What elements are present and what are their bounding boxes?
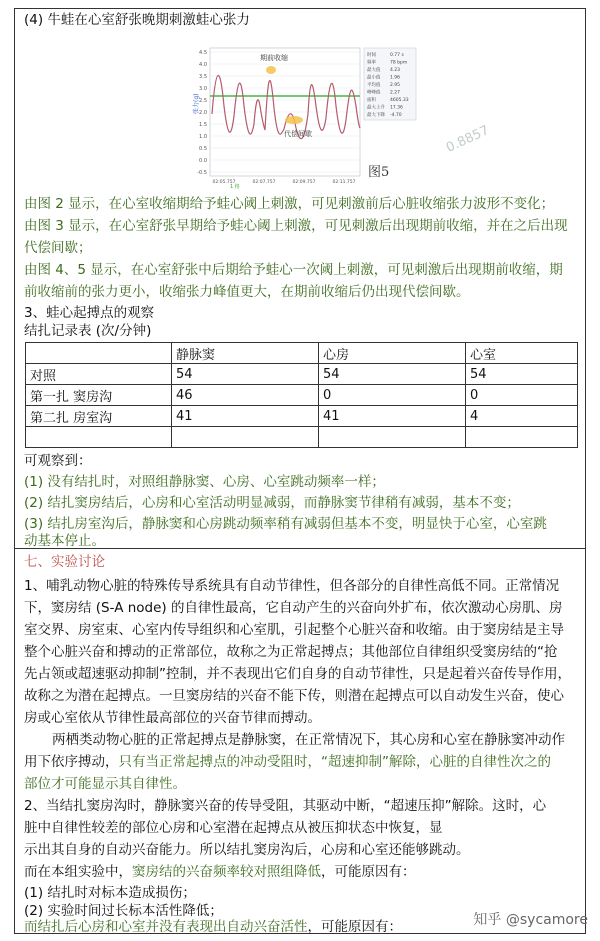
discussion-p1-line: 房或心室依从节律性最高部位的兴奋节律而搏动。 bbox=[24, 710, 321, 726]
stats-value: 2.95 bbox=[390, 83, 401, 88]
discussion-p2-line: 部位才可能显示其自律性。 bbox=[24, 776, 186, 792]
table-cell: 54 bbox=[466, 364, 578, 385]
stats-value: -4.70 bbox=[390, 113, 402, 118]
discussion-p1-line: 下，窦房结 (S-A node) 的自律性最高，它自动产生的兴奋向外扩布，依次激动心房肌、房 bbox=[24, 600, 563, 616]
table-row bbox=[26, 406, 578, 427]
y-tick-label: 3.5 bbox=[199, 74, 207, 80]
table-cell bbox=[26, 427, 172, 448]
stats-value: 1.96 bbox=[390, 75, 401, 81]
discussion-p7-highlight: 而结扎后心房和心室并没有表现出自动兴奋活性 bbox=[24, 919, 308, 935]
stats-value: 17.36 bbox=[390, 105, 403, 111]
table-cell: 第二扎 房室沟 bbox=[26, 406, 172, 427]
figure-watermark: 0.8857 bbox=[443, 123, 492, 156]
observation-intro: 可观察到： bbox=[24, 453, 92, 469]
table-cell: 4 bbox=[466, 406, 578, 427]
table-title: 结扎记录表 (次/分钟) bbox=[24, 323, 152, 339]
discussion-p4-tail: ，可能原因有： bbox=[321, 864, 416, 880]
stats-value: 0.77 s bbox=[390, 53, 404, 58]
table-header-row bbox=[26, 343, 578, 364]
discussion-p2-line: 两栖类动物心脏的正常起搏点是静脉窦，在正常情况下，其心房和心室在静脉窦冲动作 bbox=[52, 732, 565, 748]
table-cell: 41 bbox=[319, 406, 466, 427]
stats-key: 频率 bbox=[367, 60, 376, 66]
x-tick-label: 02:05.757 bbox=[212, 180, 236, 185]
discussion-p1-line: 故称之为潜在起搏点。一旦窦房结的兴奋不能下传，则潜在起搏点可以自动发生兴奋，使心 bbox=[24, 688, 564, 704]
y-tick-label: 1.0 bbox=[199, 134, 207, 140]
stats-key: 峰峰值 bbox=[367, 90, 381, 96]
discussion-p1-line: 1、哺乳动物心脏的特殊传导系统具有自动节律性，但各部分的自律性高低不同。正常情况 bbox=[24, 578, 560, 594]
observation-1: (1) 没有结扎时，对照组静脉窦、心房、心室跳动频率一样； bbox=[24, 474, 385, 490]
discussion-reason-2: (2) 实验时间过长标本活性降低； bbox=[24, 903, 223, 919]
handwritten-figure-label: 图5 bbox=[368, 165, 390, 180]
discussion-p3-line: 2、当结扎窦房沟时，静脉窦兴奋的传导受阻，其驱动中断，“超速压抑”解除。这时，心 bbox=[24, 798, 547, 814]
table-cell bbox=[466, 427, 578, 448]
table-cell: 第一扎 窦房沟 bbox=[26, 385, 172, 406]
x-tick-label: 02:07.757 bbox=[252, 180, 276, 185]
compensatory-pause-highlight bbox=[285, 116, 303, 124]
table-header-cell: 静脉窦 bbox=[172, 343, 319, 364]
stats-value: 78 bpm bbox=[390, 60, 408, 66]
discussion-reason-1: (1) 结扎时对标本造成损伤； bbox=[24, 885, 196, 901]
observation-2: (2) 结扎窦房结后，心房和心室活动明显减弱，而静脉窦节律稍有减弱，基本不变； bbox=[24, 495, 520, 511]
y-tick-label: 2.0 bbox=[199, 110, 207, 116]
premature-contraction-highlight bbox=[266, 66, 276, 74]
discussion-p2-plain: 用下依序搏动， bbox=[24, 754, 119, 770]
stats-key: 最大下降 bbox=[367, 113, 385, 118]
y-tick-label: 0.5 bbox=[199, 146, 207, 152]
discussion-p2-highlight: 只有当正常起搏点的冲动受阻时，“超速抑制”解除，心脏的自律性次之的 bbox=[118, 754, 551, 770]
ligation-record-table bbox=[25, 342, 578, 448]
y-axis-label: 张力(g) bbox=[193, 93, 200, 114]
table-row bbox=[26, 385, 578, 406]
table-cell: 0 bbox=[466, 385, 578, 406]
y-tick-label: 2.5 bbox=[199, 98, 207, 104]
discussion-p1-line: 室交界、房室束、心室内传导组织和心室肌，引起整个心脏兴奋和收缩。由于窦房结是主导 bbox=[24, 622, 564, 638]
discussion-p4-plain: 而在本组实验中， bbox=[24, 864, 132, 880]
discussion-p3-line: 示出其自身的自动兴奋能力。所以结扎窦房沟后，心房和心室还能够跳动。 bbox=[24, 842, 470, 858]
stats-key: 最大值 bbox=[367, 68, 381, 73]
x-tick-label: 02:09.757 bbox=[292, 180, 316, 185]
observation-3b: 动基本停止。 bbox=[24, 533, 105, 549]
discussion-p1-line: 先占领或超速驱动抑制”控制，并不表现出它们自身的自动节律性，只是起着兴奋传导作用， bbox=[24, 666, 571, 682]
stats-key: 平均值 bbox=[367, 83, 381, 88]
table-empty-row bbox=[26, 427, 578, 448]
y-tick-label: 4.0 bbox=[199, 62, 207, 68]
result-line-2b: 代偿间歇； bbox=[24, 240, 92, 256]
result-line-3b: 前收缩前的张力更小，收缩张力峰值更大，在期前收缩后仍出现代偿间歇。 bbox=[24, 284, 470, 300]
scale-label: 1 格 bbox=[230, 184, 240, 190]
table-header-cell: 心房 bbox=[319, 343, 466, 364]
discussion-p2-line bbox=[24, 751, 551, 773]
discussion-p1-line: 整个心脏兴奋和搏动的正常部位，故称之为正常起搏点；其他部位自律组织受窦房结的“抢 bbox=[24, 644, 558, 660]
table-cell: 46 bbox=[172, 385, 319, 406]
discussion-p3-line: 脏中自律性较差的部位心房和心室潜在起搏点从被压抑状态中恢复，显 bbox=[24, 820, 443, 836]
stats-key: 最小值 bbox=[367, 75, 381, 81]
table-cell: 对照 bbox=[26, 364, 172, 385]
y-tick-label: 1.5 bbox=[199, 122, 207, 128]
x-tick-label: 02:11.757 bbox=[332, 180, 356, 185]
discussion-title: 七、实验讨论 bbox=[24, 554, 105, 570]
result-line-3a: 由图 4、5 显示，在心室舒张中后期给予蛙心一次阈上刺激，可见刺激后出现期前收缩，期 bbox=[24, 262, 563, 278]
discussion-p4-line bbox=[24, 861, 416, 883]
stats-value: 2.27 bbox=[390, 90, 401, 96]
note-premature: 期前收缩 bbox=[260, 54, 288, 62]
observation-3a: (3) 结扎房室沟后，静脉窦和心房跳动频率稍有减弱但基本不变，明显快于心室，心室跳 bbox=[24, 516, 547, 532]
stats-key: 时间 bbox=[367, 53, 376, 58]
y-tick-label: -0.5 bbox=[197, 170, 207, 176]
y-tick-label: 3.0 bbox=[199, 86, 207, 92]
note-compensatory: 代偿间歇 bbox=[284, 130, 312, 138]
stats-value: 4605.33 bbox=[390, 98, 409, 103]
table-cell: 54 bbox=[172, 364, 319, 385]
table-cell: 0 bbox=[319, 385, 466, 406]
result-line-1: 由图 2 显示，在心室收缩期给予蛙心阈上刺激，可见刺激前后心脏收缩张力波形不变化； bbox=[24, 196, 555, 212]
y-tick-label: 4.5 bbox=[199, 50, 207, 56]
result-line-2a: 由图 3 显示，在心室舒张早期给予蛙心阈上刺激，可见刺激后出现期前收缩，并在之后出现 bbox=[24, 218, 568, 234]
discussion-p7-line bbox=[24, 916, 402, 938]
table-header-cell bbox=[26, 343, 172, 364]
zhihu-watermark: 知乎 @sycamore bbox=[473, 912, 588, 928]
tension-figure bbox=[190, 44, 492, 190]
stats-key: 面积 bbox=[367, 98, 376, 103]
stats-value: 4.23 bbox=[390, 68, 401, 73]
table-header-cell: 心室 bbox=[466, 343, 578, 364]
table-row bbox=[26, 364, 578, 385]
stats-key: 最大上升 bbox=[367, 105, 385, 111]
discussion-p7-tail: ，可能原因有： bbox=[307, 919, 402, 935]
table-cell: 41 bbox=[172, 406, 319, 427]
section-3-title: 3、蛙心起搏点的观察 bbox=[24, 305, 155, 321]
discussion-p4-highlight: 窦房结的兴奋频率较对照组降低 bbox=[132, 864, 321, 880]
table-cell bbox=[319, 427, 466, 448]
table-cell bbox=[172, 427, 319, 448]
heading-4: (4) 牛蛙在心室舒张晚期刺激蛙心张力 bbox=[24, 12, 250, 28]
table-cell: 54 bbox=[319, 364, 466, 385]
y-tick-label: 0.0 bbox=[199, 158, 207, 164]
